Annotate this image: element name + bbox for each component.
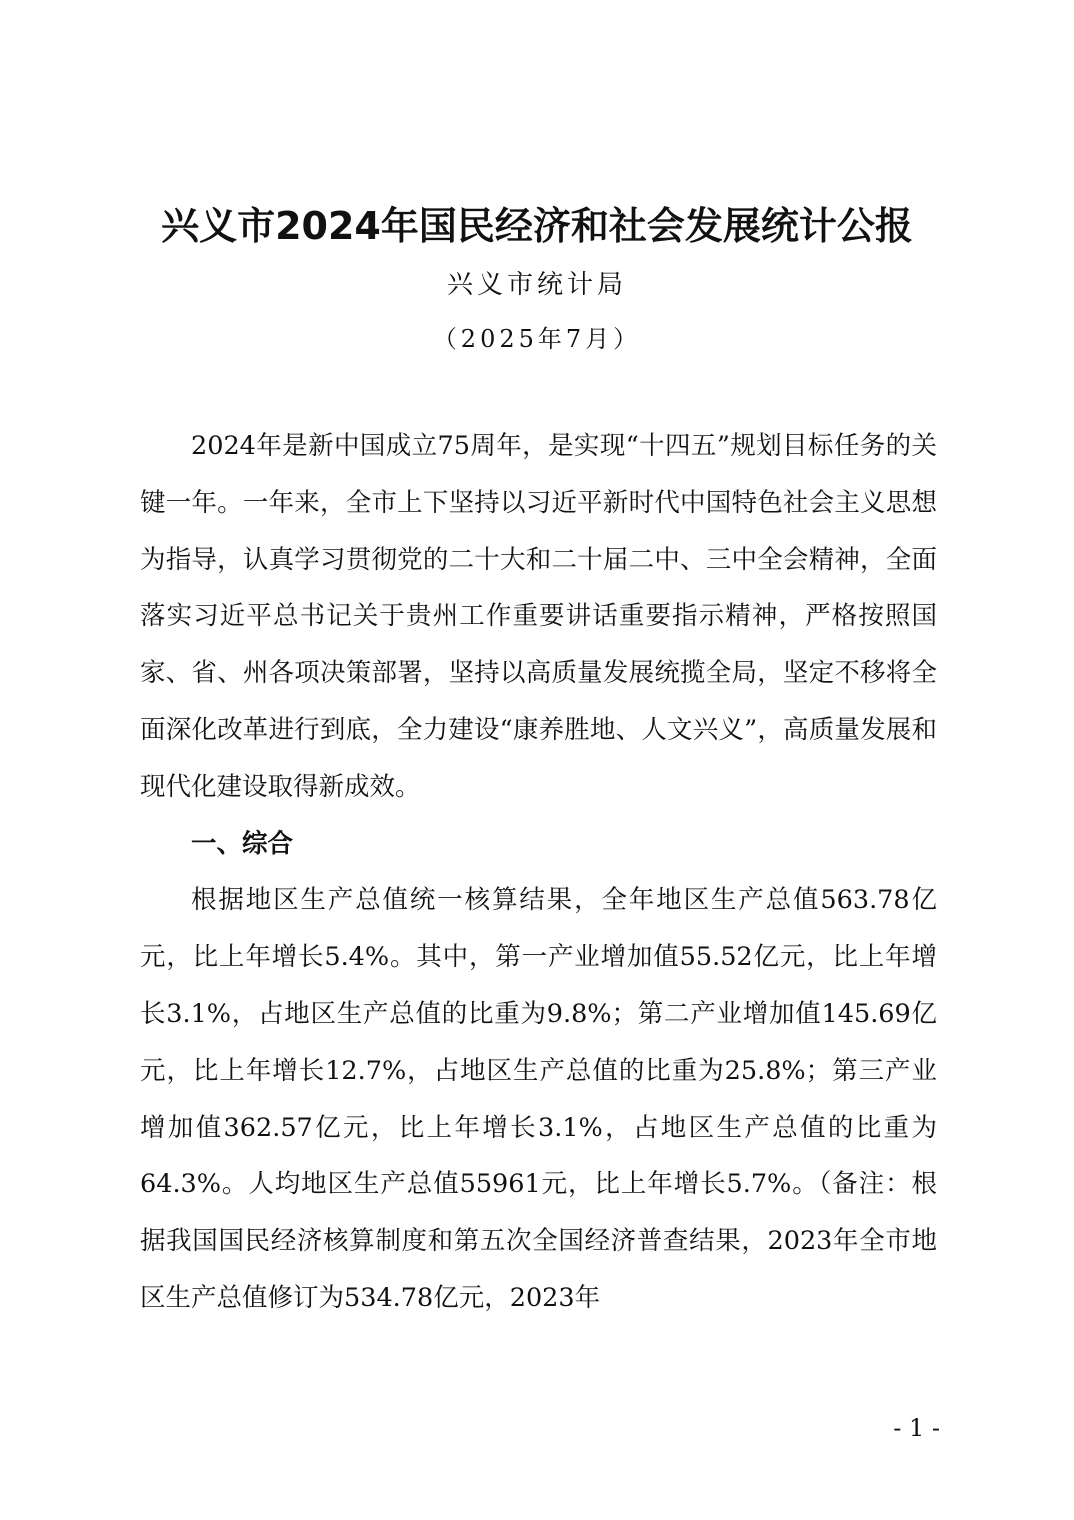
section-heading-comprehensive: 一、综合 <box>191 828 294 859</box>
document-title: 兴义市2024年国民经济和社会发展统计公报 <box>161 204 913 248</box>
section-paragraph-comprehensive: 根据地区生产总值统一核算结果，全年地区生产总值563.78亿元，比上年增长5.4%。其中，第一产业增加值55.52亿元，比上年增长3.1%，占地区生产总值的比重为9.8%；第二产业增加值145.69亿元，比上年增长12.7%，占地区生产总值的比重为25.8%；第三产业增加值362.57亿元，比上年增长3.1%，占地区生产总值的比重为64.3%。人均地区生产总值55961元，比上年增长5.7%。（备注：根据我国国民经济核算制度和第五次全国经济普查结果，2023年全市地区生产总值修订为534.78亿元，2023年 <box>140 885 937 1313</box>
document-author: 兴义市统计局 <box>446 270 627 300</box>
document-body <box>140 418 937 1327</box>
document-date: （2025年7月） <box>432 325 642 353</box>
page-number: - 1 - <box>893 1414 940 1442</box>
intro-paragraph: 2024年是新中国成立75周年，是实现“十四五”规划目标任务的关键一年。一年来，全市上下坚持以习近平新时代中国特色社会主义思想为指导，认真学习贯彻党的二十大和二十届二中、三中全会精神，全面落实习近平总书记关于贵州工作重要讲话重要指示精神，严格按照国家、省、州各项决策部署，坚持以高质量发展统揽全局，坚定不移将全面深化改革进行到底，全力建设“康养胜地、人文兴义”，高质量发展和现代化建设取得新成效。 <box>140 431 937 802</box>
